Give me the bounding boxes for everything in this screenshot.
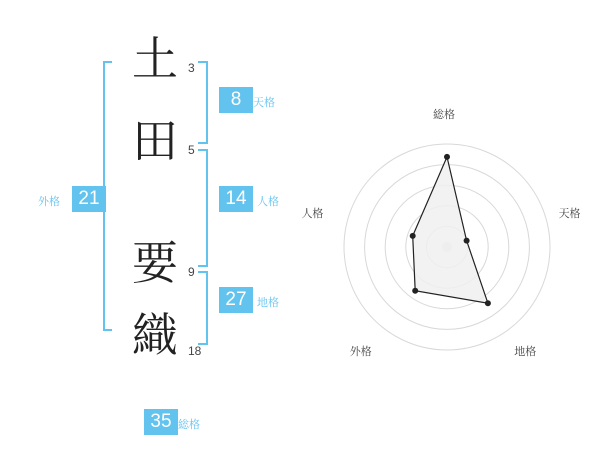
- name-character: 織: [132, 308, 178, 362]
- kakusu-value-jinkaku: 14: [219, 186, 253, 212]
- kakusu-label-soukaku: 総格: [178, 418, 200, 431]
- stroke-count: 9: [188, 265, 195, 279]
- stroke-count: 5: [188, 143, 195, 157]
- name-character: 要: [132, 236, 178, 290]
- kakusu-label-chikaku: 地格: [257, 296, 279, 309]
- kakusu-value-chikaku: 27: [219, 287, 253, 313]
- radar-chart: [301, 100, 600, 390]
- stroke-count: 3: [188, 61, 195, 75]
- kakusu-value-soukaku: 35: [144, 409, 178, 435]
- name-character: 土: [132, 32, 178, 86]
- kakusu-value-tenkaku: 8: [219, 87, 253, 113]
- radar-axis-label-gaikaku: 外格: [349, 344, 372, 358]
- radar-axis-label-tenkaku: 天格: [558, 206, 581, 220]
- kakusu-value-gaikaku: 21: [72, 186, 106, 212]
- kakusu-label-tenkaku: 天格: [253, 96, 275, 109]
- radar-axis-label-jinkaku: 人格: [301, 206, 324, 220]
- stroke-count: 18: [188, 344, 202, 358]
- radar-axis-label-chikaku: 地格: [514, 344, 537, 358]
- radar-axis-label-soukaku: 総格: [433, 108, 455, 121]
- name-character: 田: [132, 114, 178, 168]
- kakusu-label-jinkaku: 人格: [257, 195, 279, 208]
- kakusu-label-gaikaku: 外格: [38, 195, 60, 208]
